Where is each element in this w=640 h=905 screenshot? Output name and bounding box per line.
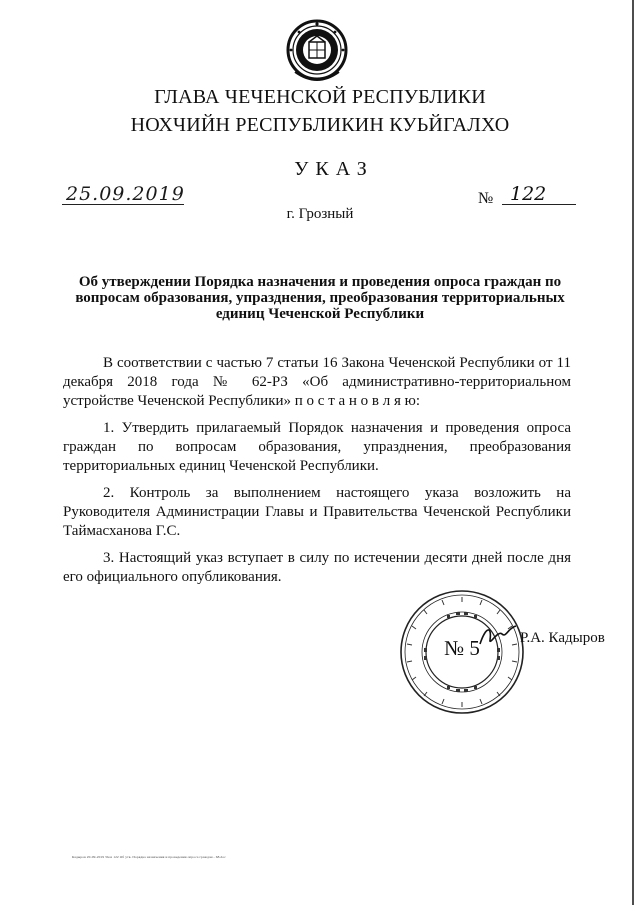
file-footer: Кадыров 20-09-2019 Указ 122 Об утв. Порядка назначения и проведения опроса граждан - 68.doc [72,855,226,859]
paragraph-item-2: 2. Контроль за выполнением настоящего указа возложить на Руководителя Администрации Главы и Правительства Чеченской Республики Таймасханова Г.С. [63,485,571,539]
document-date: 25.09.2019 [62,184,184,205]
document-type: УКАЗ [294,158,374,180]
document-body [63,354,571,595]
number-label: № [478,190,494,207]
coat-of-arms-emblem-icon [285,18,349,86]
seal-number: № 5 [444,636,480,660]
handwritten-signature [478,622,518,650]
paragraph-preamble: В соответствии с частью 7 статьи 16 Закона Чеченской Республики от 11 декабря 2018 года № 62-РЗ «Об административно-территориальном устройстве Чеченской Республики» п о с т а н о в л я ю: [63,355,571,409]
document-number: 122 [502,184,576,205]
paragraph-item-3: 3. Настоящий указ вступает в силу по истечении десяти дней после дня его официального опубликования. [63,550,571,585]
document-title: Об утверждении Порядка назначения и проведения опроса граждан по вопросам образования, упразднения, преобразования территориальных единиц Чеченской Республики [75,274,565,322]
issuer-title-ce: НОХЧИЙН РЕСПУБЛИКИН КУЬЙГАЛХО [130,114,510,136]
issue-city: г. Грозный [286,206,354,222]
paragraph-item-1: 1. Утвердить прилагаемый Порядок назначения и проведения опроса граждан по вопросам образования, упразднения, преобразования территориальных единиц Чеченской Республики. [63,420,571,474]
issuer-title-ru: ГЛАВА ЧЕЧЕНСКОЙ РЕСПУБЛИКИ [154,86,486,108]
signer-name: Р.А. Кадыров [520,630,605,646]
